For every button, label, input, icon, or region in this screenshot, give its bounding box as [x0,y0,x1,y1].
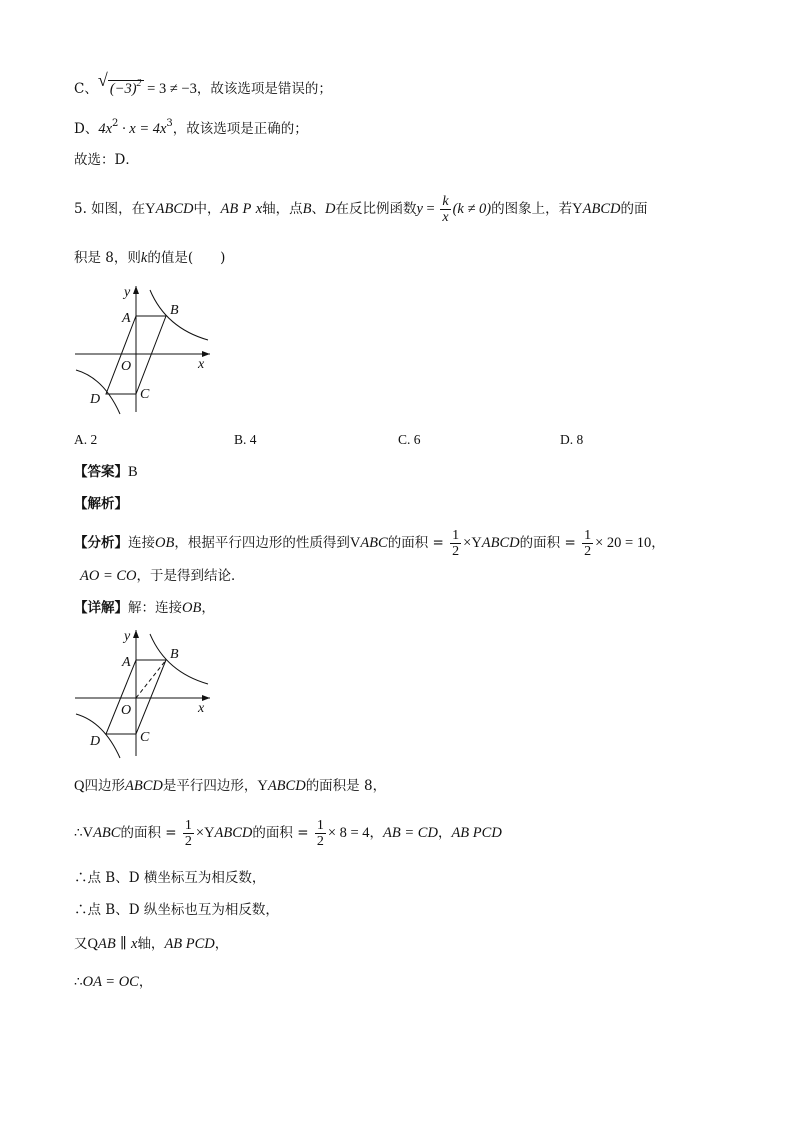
q5-abcd-2: ABCD [582,201,621,217]
detail-line [74,598,215,618]
y-axis-arrow-2 [133,630,139,638]
q5-text-1: 如图，在 [91,201,146,217]
fraction-k-over-x: $\frac{k}{x}$ [442,194,449,225]
fenxi-text-4: 的面积 = [519,535,581,551]
fenxi-line-2 [80,566,245,586]
fraction-half-3: $\frac{1}{2}$ [184,818,192,849]
s2-text-2: 的面积 = [252,825,313,841]
fenxi-text-2: ，根据平行四边形的性质得到 [174,535,350,551]
q5-condition: (k ≠ 0) [452,201,492,217]
q5-x: x [255,201,263,217]
option-d-exp2: 3 [166,118,173,129]
label-c-2: C [140,730,150,745]
option-b: B. 4 [234,432,257,447]
label-x: x [198,357,205,372]
s2-abcd: ABCD [214,825,253,841]
s1-abcd: ABCD [124,778,163,794]
option-d-mid: · x = 4x [118,121,167,137]
q5-abcd-1: ABCD [155,201,194,217]
segment-ob [136,660,166,698]
q5-d: D [324,201,336,217]
fraction-half-2: $\frac{1}{2}$ [584,528,592,559]
fenxi-times: × [463,535,472,551]
label-d: D [90,392,101,407]
fraction-half-4: $\frac{1}{2}$ [316,818,324,849]
q5-text-8: 的值是( ) [147,250,226,266]
detail-ob: OB [182,600,202,616]
step-3: ∴点 B、D 横坐标互为相反数， [74,870,266,886]
option-d-label: D、 [74,121,99,137]
label-y-2: y [124,629,131,644]
q5-text-3: 轴，点 [262,201,303,217]
step-2 [74,818,502,849]
detail-label: 【详解】 [74,600,128,616]
figure-parallelogram-2 [70,626,215,761]
q5-ab: AB [220,201,239,217]
fenxi-line-1 [74,528,665,559]
q5-sep: 、 [311,201,325,217]
because-symbol-2: Q [87,936,98,952]
sqrt-expression: √ $(-3)^2$ [97,70,142,97]
option-c: C. 6 [398,432,421,447]
s5-end: ， [214,936,229,952]
q5-b: B [302,201,312,217]
parallelogram-symbol-2: Y [572,201,583,217]
step-1 [74,776,386,796]
answer-label: 【答案】 [74,464,128,480]
label-b-2: B [170,647,179,662]
answer-value: B [128,464,138,480]
analysis-label: 【解析】 [74,496,128,512]
therefore-symbol: ∴ [74,825,83,841]
figure-parallelogram-1 [70,282,215,417]
parallelogram-symbol: Y [145,201,156,217]
label-o-2: O [121,703,132,718]
option-d-exp1: 2 [112,118,119,129]
step-5 [74,934,228,954]
option-c-label: C、 [74,81,98,97]
s1-text-3: 的面积是 8， [305,778,387,794]
q5-text-6: 的面 [620,201,648,217]
analysis-heading [74,494,128,514]
s2-rest: × 8 = 4 [327,825,370,841]
s5-ab-parallel-cd: AB PCD [164,936,215,952]
therefore-symbol-2: ∴ [74,974,83,990]
q5-eq: = [422,201,439,217]
hyperbola-branch-1b [150,634,208,684]
parallelogram-symbol-4: Y [257,778,268,794]
option-c-line [74,70,332,99]
fenxi-ob: OB [155,535,175,551]
q5-text-5: 的图象上，若 [491,201,573,217]
label-a: A [122,311,131,326]
parallel-symbol: ∥ [120,936,127,952]
s2-ab-cd: AB = CD [383,825,438,841]
triangle-symbol-2: V [82,825,94,841]
q5-text-4: 在反比例函数 [335,201,417,217]
s6-end: ， [138,974,153,990]
q5-parallel-sign: P [242,201,252,217]
question-5-line-2 [74,248,225,268]
s2-text-1: 的面积 = [120,825,181,841]
question-number: 5. [74,201,92,217]
s2-abc: ABC [93,825,121,841]
step-6 [74,972,152,992]
parallelogram-symbol-3: Y [471,535,482,551]
s2-ab-parallel-cd: AB PCD [451,825,502,841]
s2-times: × [195,825,205,841]
fenxi-rest: × 20 = 10 [595,535,652,551]
s1-abcd-2: ABCD [267,778,306,794]
label-y: y [124,285,131,300]
y-axis-arrow [133,286,139,294]
detail-end: ， [201,600,215,616]
fenxi-conclusion: ，于是得到结论． [136,568,245,584]
answer-line [74,462,138,482]
s5-x: x [131,936,138,952]
q5-text-2: 中， [193,201,221,217]
option-d: D. 8 [560,432,584,447]
option-c-text: ，故该选项是错误的； [196,81,332,97]
label-o: O [121,359,132,374]
q5-y: y [416,201,423,217]
option-a: A. 2 [74,432,98,447]
triangle-symbol: V [349,535,361,551]
parallelogram-symbol-5: Y [204,825,215,841]
s1-text-2: 是平行四边形， [162,778,258,794]
s6-oa-oc: OA = OC [82,974,139,990]
fenxi-text-3: 的面积 = [387,535,449,551]
label-c: C [140,387,150,402]
fenxi-ao-co: AO = CO [80,568,137,584]
option-c-equation: = 3 ≠ −3 [143,81,197,97]
fenxi-abc: ABC [360,535,388,551]
choice-line: 故选：D． [74,152,139,168]
fenxi-text-1: 连接 [128,535,155,551]
s1-text-1: 四边形 [84,778,125,794]
fenxi-comma: ， [651,535,665,551]
s2-comma-2: ， [437,825,452,841]
question-5-line-1 [74,194,647,225]
label-a-2: A [122,655,131,670]
s5-text-1: 又 [74,936,88,952]
label-b: B [170,303,179,318]
option-d-lhs: 4x [98,121,113,137]
fraction-half-1: $\frac{1}{2}$ [452,528,460,559]
s5-ab: AB [97,936,116,952]
s2-comma-1: ， [369,825,384,841]
q5-k: k [140,250,148,266]
option-d-line [74,114,308,139]
s5-text-2: 轴， [137,936,165,952]
fenxi-label: 【分析】 [74,535,128,551]
q5-text-7: 积是 8，则 [74,250,141,266]
detail-text: 解：连接 [128,600,182,616]
step-4: ∴点 B、D 纵坐标也互为相反数， [74,902,279,918]
label-x-2: x [198,701,205,716]
option-d-text: ，故该选项是正确的； [172,121,308,137]
hyperbola-branch-1 [150,290,208,340]
fenxi-abcd: ABCD [481,535,520,551]
because-symbol: Q [74,778,85,794]
label-d-2: D [90,734,101,749]
